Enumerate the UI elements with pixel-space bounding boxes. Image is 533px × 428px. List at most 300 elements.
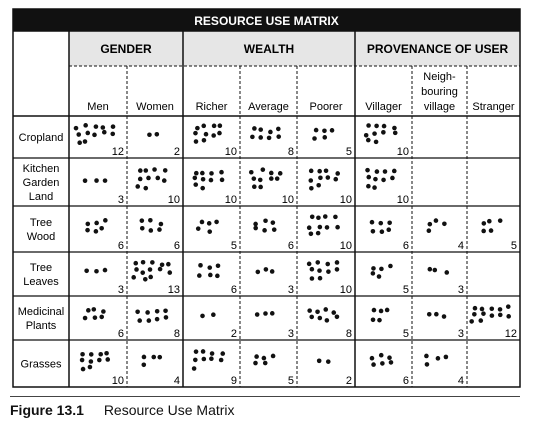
count-dot — [366, 175, 371, 180]
count-label: 6 — [402, 375, 409, 387]
count-dot — [380, 361, 385, 366]
count-dot — [434, 312, 439, 317]
count-dot — [104, 351, 109, 356]
count-dot — [254, 354, 259, 359]
count-dot — [424, 354, 429, 359]
count-dot — [197, 273, 202, 278]
count-dot — [94, 229, 99, 234]
column-header: Men — [87, 101, 109, 113]
count-dot — [325, 318, 330, 323]
column-header: Villager — [365, 101, 402, 113]
count-dot — [330, 128, 335, 133]
column-header: Poorer — [309, 101, 343, 113]
count-dot — [133, 261, 138, 266]
count-dot — [335, 314, 340, 319]
count-dot — [192, 366, 197, 371]
count-dot — [380, 229, 385, 234]
count-dot — [271, 220, 276, 225]
count-dot — [392, 126, 397, 131]
count-dot — [381, 178, 386, 183]
count-dot — [374, 124, 379, 129]
count-dot — [200, 220, 205, 225]
count-dot — [150, 260, 155, 265]
count-dot — [208, 273, 213, 278]
count-dot — [162, 178, 167, 183]
row-label: Land — [28, 191, 54, 203]
count-dot — [195, 126, 200, 131]
count-dot — [256, 270, 261, 275]
count-dot — [138, 168, 143, 173]
count-dot — [101, 309, 106, 314]
count-dot — [269, 176, 274, 181]
count-dot — [201, 124, 206, 129]
count-dot — [381, 130, 386, 135]
count-dot — [276, 127, 281, 132]
count-dot — [145, 310, 150, 315]
row-label: Tree — [29, 217, 53, 229]
count-dot — [389, 360, 394, 365]
count-dot — [371, 271, 376, 276]
count-dot — [76, 132, 81, 137]
count-dot — [147, 132, 152, 137]
count-dot — [263, 361, 268, 366]
count-dot — [83, 316, 88, 321]
count-dot — [322, 135, 327, 140]
count-dot — [152, 167, 157, 172]
count-dot — [373, 177, 378, 182]
count-label: 3 — [117, 284, 124, 296]
count-dot — [318, 276, 323, 281]
count-dot — [157, 227, 162, 232]
count-dot — [220, 351, 225, 356]
count-label: 5 — [402, 284, 409, 296]
count-dot — [267, 136, 272, 141]
count-dot — [193, 182, 198, 187]
count-dot — [142, 355, 147, 360]
count-dot — [309, 315, 314, 320]
count-dot — [387, 220, 392, 225]
count-dot — [262, 356, 267, 361]
count-dot — [309, 231, 314, 236]
count-dot — [387, 355, 392, 360]
count-dot — [93, 315, 98, 320]
count-dot — [258, 185, 263, 190]
count-dot — [140, 270, 145, 275]
count-dot — [489, 228, 494, 233]
count-dot — [383, 169, 388, 174]
count-label: 10 — [224, 146, 237, 158]
count-dot — [200, 314, 205, 319]
count-dot — [155, 176, 160, 181]
count-dot — [482, 221, 487, 226]
count-label: 6 — [117, 328, 124, 340]
count-dot — [94, 124, 99, 129]
count-dot — [388, 264, 393, 269]
count-dot — [385, 308, 390, 313]
count-dot — [111, 124, 116, 129]
count-dot — [94, 269, 99, 274]
count-dot — [370, 220, 375, 225]
matrix-title: RESOURCE USE MATRIX — [194, 14, 339, 28]
count-label: 6 — [287, 240, 294, 252]
count-label: 8 — [345, 328, 352, 340]
count-dot — [315, 310, 320, 315]
count-label: 6 — [173, 240, 180, 252]
count-label: 10 — [339, 284, 352, 296]
count-dot — [309, 186, 314, 191]
count-dot — [85, 228, 90, 233]
count-dot — [94, 221, 99, 226]
count-dot — [316, 183, 321, 188]
count-dot — [166, 262, 171, 267]
count-dot — [157, 355, 162, 360]
count-dot — [143, 277, 148, 282]
row-label: Plants — [25, 320, 57, 332]
count-dot — [386, 227, 391, 232]
count-dot — [216, 263, 221, 268]
count-dot — [374, 140, 379, 145]
count-dot — [149, 228, 154, 233]
count-dot — [249, 170, 254, 175]
count-dot — [317, 169, 322, 174]
count-dot — [375, 169, 380, 174]
count-dot — [140, 218, 145, 223]
row-label: Leaves — [23, 276, 59, 288]
count-label: 10 — [111, 375, 124, 387]
row-label: Garden — [22, 177, 60, 189]
count-dot — [148, 267, 153, 272]
count-dot — [210, 351, 215, 356]
count-label: 10 — [396, 146, 409, 158]
count-dot — [148, 275, 153, 280]
count-dot — [325, 262, 330, 267]
count-dot — [382, 124, 387, 129]
count-dot — [372, 308, 377, 313]
count-label: 12 — [504, 328, 517, 340]
count-dot — [98, 352, 103, 357]
count-dot — [324, 168, 329, 173]
count-dot — [196, 226, 201, 231]
count-label: 2 — [345, 375, 352, 387]
count-label: 3 — [117, 194, 124, 206]
count-label: 10 — [339, 194, 352, 206]
count-label: 10 — [167, 194, 180, 206]
count-dot — [436, 356, 441, 361]
count-label: 6 — [402, 240, 409, 252]
count-dot — [200, 186, 205, 191]
count-dot — [252, 176, 257, 181]
row-label: Grasses — [20, 358, 62, 371]
count-dot — [442, 221, 447, 226]
count-dot — [310, 267, 315, 272]
count-dot — [308, 178, 313, 183]
count-dot — [366, 138, 371, 143]
count-dot — [372, 185, 377, 190]
count-dot — [258, 178, 263, 183]
count-dot — [137, 318, 142, 323]
count-dot — [252, 184, 257, 189]
count-dot — [135, 309, 140, 314]
figure-caption — [10, 402, 235, 418]
count-dot — [444, 355, 449, 360]
count-dot — [433, 268, 438, 273]
count-dot — [163, 309, 168, 314]
count-dot — [335, 225, 340, 230]
count-label: 4 — [173, 375, 180, 387]
count-dot — [219, 358, 224, 363]
count-dot — [307, 308, 312, 313]
count-dot — [201, 349, 206, 354]
count-label: 8 — [287, 146, 294, 158]
count-dot — [309, 169, 314, 174]
count-dot — [371, 229, 376, 234]
count-dot — [472, 312, 477, 317]
count-dot — [110, 132, 115, 137]
count-dot — [255, 312, 260, 317]
count-dot — [80, 358, 85, 363]
count-dot — [498, 307, 503, 312]
count-dot — [318, 316, 323, 321]
caption-rule — [10, 396, 520, 397]
count-dot — [86, 308, 91, 313]
count-dot — [315, 260, 320, 265]
count-dot — [366, 123, 371, 128]
count-dot — [428, 267, 433, 272]
count-dot — [276, 134, 281, 139]
count-dot — [204, 132, 209, 137]
count-dot — [84, 268, 89, 273]
count-dot — [146, 176, 151, 181]
count-dot — [335, 267, 340, 272]
count-label: 3 — [457, 284, 464, 296]
count-dot — [159, 222, 164, 227]
count-dot — [147, 318, 152, 323]
count-dot — [214, 220, 219, 225]
column-header: Average — [248, 101, 289, 113]
column-header: Women — [136, 101, 174, 113]
count-dot — [371, 362, 376, 367]
count-dot — [498, 218, 503, 223]
row-label: Tree — [29, 262, 53, 274]
column-header: bouring — [421, 86, 458, 98]
count-dot — [312, 136, 317, 141]
count-dot — [74, 126, 79, 131]
count-label: 3 — [457, 328, 464, 340]
count-dot — [263, 311, 268, 316]
count-dot — [271, 354, 276, 359]
count-dot — [390, 176, 395, 181]
count-dot — [253, 361, 258, 366]
count-dot — [92, 133, 97, 138]
count-dot — [326, 175, 331, 180]
count-dot — [270, 311, 275, 316]
count-dot — [371, 266, 376, 271]
count-dot — [310, 276, 315, 281]
count-dot — [442, 314, 447, 319]
count-dot — [481, 311, 486, 316]
count-dot — [160, 262, 165, 267]
count-dot — [469, 319, 474, 324]
count-dot — [88, 365, 93, 370]
count-dot — [307, 225, 312, 230]
count-dot — [202, 357, 207, 362]
count-dot — [103, 268, 108, 273]
count-dot — [473, 306, 478, 311]
count-dot — [428, 222, 433, 227]
count-label: 2 — [173, 146, 180, 158]
count-dot — [101, 125, 106, 130]
count-dot — [194, 139, 199, 144]
count-label: 4 — [457, 375, 464, 387]
count-dot — [325, 225, 330, 230]
count-dot — [83, 123, 88, 128]
count-dot — [326, 359, 331, 364]
row-label: Wood — [26, 231, 56, 243]
count-dot — [372, 131, 377, 136]
count-dot — [262, 228, 267, 233]
count-dot — [103, 178, 108, 183]
count-dot — [364, 133, 369, 138]
count-dot — [258, 127, 263, 132]
count-dot — [85, 131, 90, 136]
row-label: Cropland — [18, 132, 64, 144]
count-dot — [94, 178, 99, 183]
column-header: Neigh- — [423, 71, 456, 83]
count-dot — [209, 171, 214, 176]
count-dot — [212, 124, 217, 129]
count-dot — [131, 275, 136, 280]
count-dot — [272, 227, 277, 232]
count-dot — [307, 262, 312, 267]
column-header: Richer — [195, 101, 228, 113]
count-dot — [379, 309, 384, 314]
count-dot — [151, 355, 156, 360]
count-dot — [167, 270, 172, 275]
count-dot — [371, 317, 376, 322]
count-dot — [143, 186, 148, 191]
count-dot — [193, 131, 198, 136]
count-label: 5 — [287, 375, 294, 387]
count-label: 6 — [117, 240, 124, 252]
count-label: 10 — [281, 194, 294, 206]
count-dot — [193, 358, 198, 363]
count-dot — [140, 226, 145, 231]
count-dot — [310, 215, 315, 220]
count-dot — [138, 177, 143, 182]
count-dot — [200, 171, 205, 176]
count-label: 5 — [402, 328, 409, 340]
count-dot — [331, 310, 336, 315]
count-dot — [263, 218, 268, 223]
count-dot — [275, 176, 280, 181]
count-dot — [83, 178, 88, 183]
count-dot — [365, 168, 370, 173]
count-dot — [97, 358, 102, 363]
column-header: Stranger — [472, 101, 515, 113]
count-dot — [141, 260, 146, 265]
count-dot — [333, 177, 338, 182]
figure-title: Resource Use Matrix — [103, 402, 235, 418]
count-dot — [370, 356, 375, 361]
count-dot — [102, 130, 107, 135]
count-dot — [506, 314, 511, 319]
count-dot — [134, 267, 139, 272]
count-label: 10 — [396, 194, 409, 206]
count-label: 2 — [230, 328, 237, 340]
count-dot — [366, 184, 371, 189]
count-label: 3 — [287, 284, 294, 296]
count-dot — [250, 135, 255, 140]
count-dot — [379, 267, 384, 272]
count-dot — [393, 131, 398, 136]
row-label: Kitchen — [22, 163, 60, 175]
count-dot — [211, 133, 216, 138]
count-dot — [155, 309, 160, 314]
count-dot — [478, 318, 483, 323]
count-dot — [316, 231, 321, 236]
count-dot — [211, 312, 216, 317]
count-dot — [444, 270, 449, 275]
count-dot — [269, 171, 274, 176]
count-dot — [322, 128, 327, 133]
count-dot — [80, 352, 85, 357]
count-dot — [264, 267, 269, 272]
count-dot — [194, 349, 199, 354]
count-dot — [261, 167, 266, 172]
count-label: 5 — [510, 240, 517, 252]
count-dot — [85, 222, 90, 227]
count-label: 5 — [345, 146, 352, 158]
count-dot — [258, 135, 263, 140]
count-dot — [335, 171, 340, 176]
count-dot — [506, 304, 511, 309]
count-dot — [434, 218, 439, 223]
count-dot — [427, 312, 432, 317]
group-label-provenance-of-user: PROVENANCE OF USER — [366, 42, 509, 56]
count-dot — [253, 226, 258, 231]
count-dot — [317, 268, 322, 273]
count-dot — [207, 229, 212, 234]
count-dot — [218, 123, 223, 128]
count-dot — [378, 221, 383, 226]
count-dot — [425, 362, 430, 367]
group-label-gender: GENDER — [100, 42, 152, 56]
count-dot — [326, 269, 331, 274]
count-dot — [193, 176, 198, 181]
count-dot — [323, 214, 328, 219]
count-dot — [99, 226, 104, 231]
count-dot — [253, 222, 258, 227]
count-label: 9 — [230, 375, 237, 387]
row-label: Medicinal — [17, 306, 65, 318]
count-label: 12 — [111, 146, 124, 158]
count-dot — [207, 221, 212, 226]
count-dot — [278, 171, 283, 176]
count-dot — [427, 228, 432, 233]
count-dot — [217, 131, 222, 136]
count-dot — [323, 307, 328, 312]
count-dot — [103, 218, 108, 223]
count-label: 4 — [457, 240, 464, 252]
count-label: 10 — [224, 194, 237, 206]
count-dot — [198, 263, 203, 268]
count-dot — [202, 138, 207, 143]
count-dot — [207, 265, 212, 270]
count-dot — [316, 215, 321, 220]
count-dot — [268, 130, 273, 135]
count-label: 5 — [230, 240, 237, 252]
count-dot — [143, 168, 148, 173]
